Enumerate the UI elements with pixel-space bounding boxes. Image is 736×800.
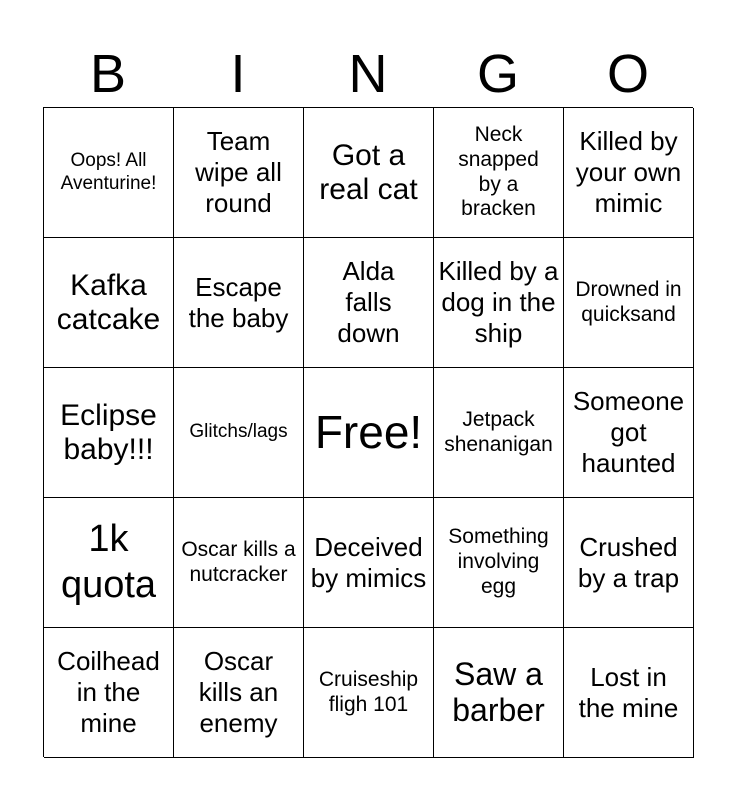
cell-text: Eclipse baby!!! [60, 398, 157, 466]
bingo-cell[interactable] [304, 628, 434, 758]
bingo-cell[interactable] [44, 498, 174, 628]
cell-text: Got a real cat [319, 138, 418, 206]
bingo-cell[interactable] [564, 368, 694, 498]
cell-text: Deceived by mimics [310, 531, 427, 593]
cell-text: Someone got haunted [572, 386, 685, 478]
cell-text: Drowned in quicksand [575, 277, 682, 326]
cell-text: Killed by your own mimic [575, 126, 682, 218]
bingo-cell[interactable] [304, 238, 434, 368]
cell-text: Free! [314, 406, 423, 459]
bingo-cell[interactable] [564, 628, 694, 758]
bingo-cell[interactable] [434, 238, 564, 368]
cell-text: 1k quota [60, 517, 157, 606]
bingo-cell[interactable] [564, 498, 694, 628]
cell-text: Killed by a dog in the ship [438, 256, 559, 348]
cell-text: Jetpack shenanigan [444, 407, 553, 456]
bingo-cell[interactable] [434, 108, 564, 238]
bingo-cell[interactable] [44, 238, 174, 368]
bingo-cell[interactable] [434, 368, 564, 498]
header-letter-n: N [348, 44, 388, 104]
cell-text: Oops! All Aventurine! [60, 150, 157, 194]
bingo-cell[interactable] [304, 498, 434, 628]
bingo-cell[interactable] [44, 368, 174, 498]
bingo-cell[interactable] [174, 238, 304, 368]
cell-text: Oscar kills a nutcracker [181, 537, 296, 586]
bingo-cell[interactable] [174, 368, 304, 498]
free-space[interactable] [304, 368, 434, 498]
cell-text: Oscar kills an enemy [198, 646, 279, 738]
bingo-cell[interactable] [434, 498, 564, 628]
bingo-header [43, 42, 693, 106]
bingo-cell[interactable] [44, 628, 174, 758]
bingo-cell[interactable] [174, 108, 304, 238]
cell-text: Glitchs/lags [189, 421, 288, 443]
bingo-cell[interactable] [174, 628, 304, 758]
cell-text: Lost in the mine [578, 661, 679, 723]
bingo-cell[interactable] [434, 628, 564, 758]
cell-text: Cruiseship fligh 101 [318, 667, 419, 716]
bingo-cell[interactable] [44, 108, 174, 238]
bingo-cell[interactable] [174, 498, 304, 628]
bingo-board [43, 107, 693, 757]
cell-text: Coilhead in the mine [57, 646, 160, 738]
cell-text: Alda falls down [337, 256, 400, 348]
bingo-cell[interactable] [564, 108, 694, 238]
header-letter-i: I [230, 44, 246, 104]
bingo-cell[interactable] [564, 238, 694, 368]
cell-text: Escape the baby [188, 271, 289, 333]
header-letter-g: G [476, 44, 519, 104]
cell-text: Saw a barber [452, 655, 545, 728]
cell-text: Crushed by a trap [577, 531, 680, 593]
header-letter-o: O [606, 44, 649, 104]
cell-text: Team wipe all round [195, 126, 282, 218]
bingo-cell[interactable] [304, 108, 434, 238]
cell-text: Kafka catcake [56, 268, 161, 336]
cell-text: Neck snapped by a bracken [458, 122, 539, 221]
cell-text: Something involving egg [448, 525, 549, 598]
header-letter-b: B [89, 44, 127, 104]
